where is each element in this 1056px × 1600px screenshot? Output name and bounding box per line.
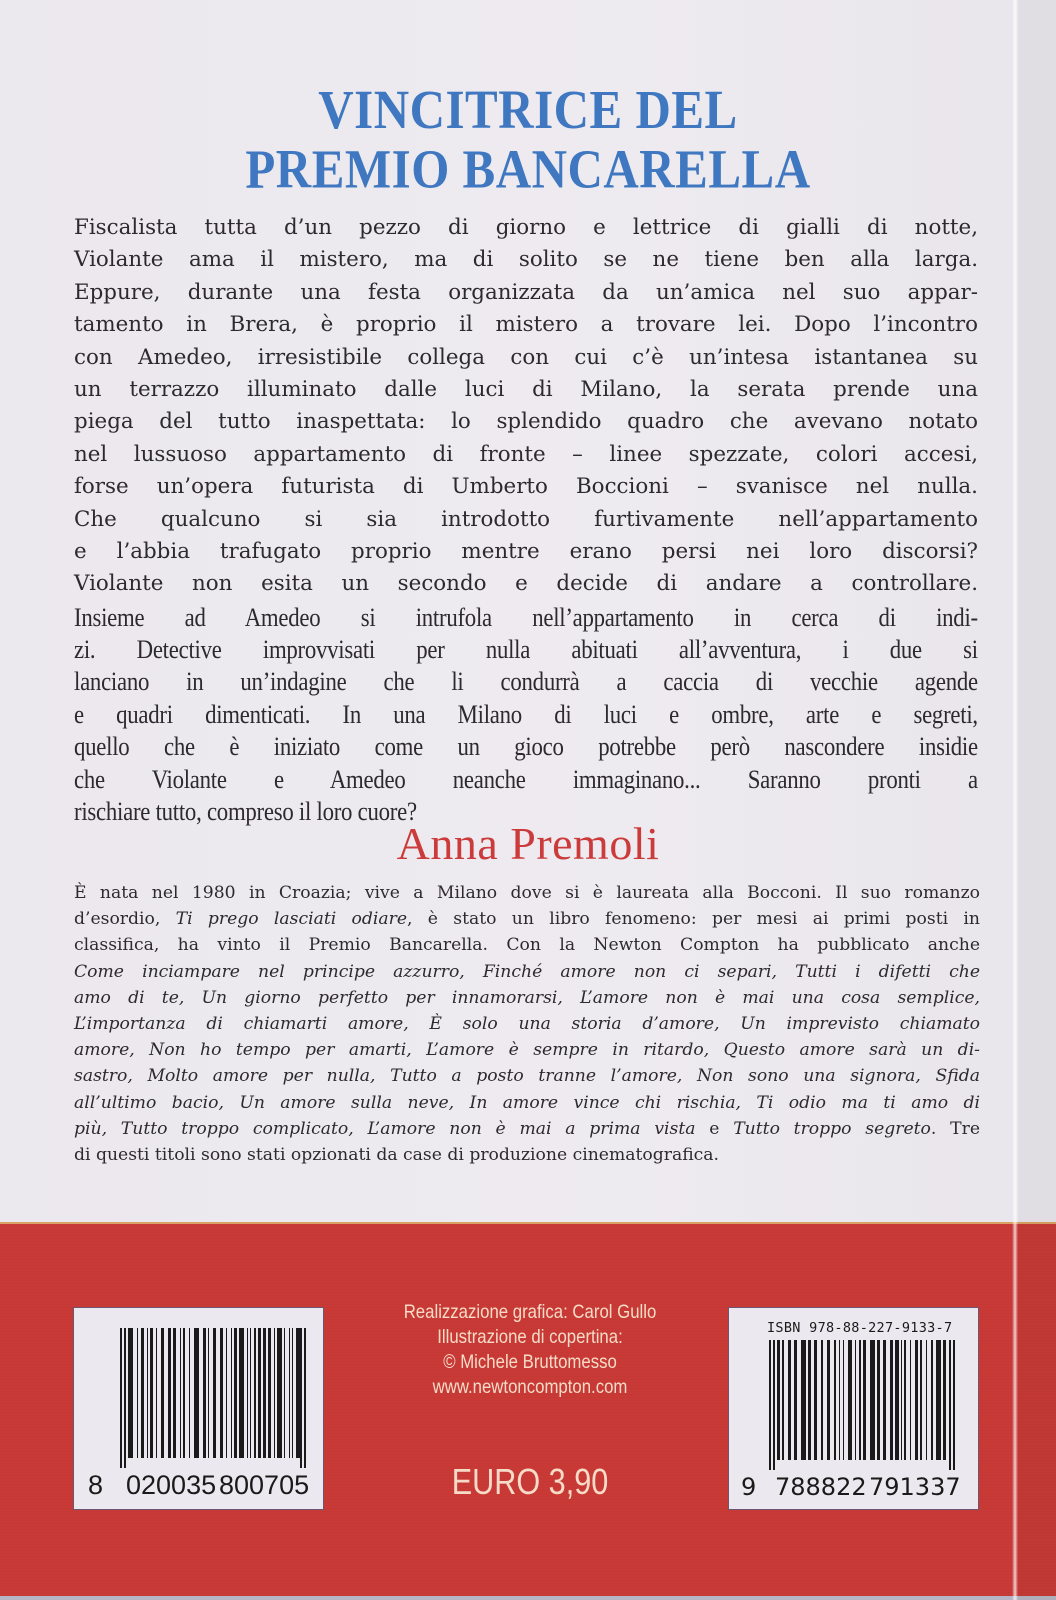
synopsis-line: che Violante e Amedeo neanche immaginano... Saranno pronti a — [74, 763, 978, 794]
barcode-bar — [943, 1340, 946, 1460]
synopsis-line: Fiscalista tutta d’un pezzo di giorno e lettrice di gialli di notte, — [74, 215, 978, 240]
barcode-bar — [782, 1340, 784, 1460]
barcode-bar — [808, 1340, 811, 1460]
barcode-bar — [183, 1328, 185, 1458]
barcode-bar — [128, 1328, 133, 1458]
barcode-bar — [284, 1328, 285, 1458]
barcode-bar — [839, 1340, 840, 1460]
synopsis-line: nel lussuoso appartamento di fronte – linee spezzate, colori accesi, — [74, 441, 978, 467]
credit-graphics: Realizzazione grafica: Carol Gullo — [403, 1301, 657, 1323]
bio-line — [74, 1011, 980, 1037]
bio-line — [74, 1090, 980, 1116]
barcode-bar — [274, 1328, 275, 1458]
price: EURO 3,90 — [451, 1461, 609, 1502]
barcode-bar — [168, 1328, 171, 1458]
barcode-bar — [194, 1328, 199, 1458]
barcode-bar — [263, 1328, 266, 1458]
bio-line — [74, 906, 980, 932]
bio-text: . Tre — [930, 1118, 981, 1139]
bio-text: , è stato un libro fenomeno: per mesi ai primi posti in — [407, 909, 980, 930]
barcode-bar — [141, 1328, 144, 1458]
barcode-bar — [859, 1340, 861, 1460]
synopsis-line: tamento in Brera, è proprio il mistero a trovare lei. Dopo l’incontro — [74, 312, 978, 338]
bio-text: di questi titoli sono stati opzionati da case di produzione cinematografica. — [74, 1144, 720, 1165]
bio-line — [74, 985, 980, 1011]
barcode-bar — [137, 1328, 138, 1458]
barcode-bar — [156, 1328, 157, 1458]
barcode-bar — [213, 1328, 216, 1458]
isbn-barcode — [728, 1307, 979, 1510]
barcode-bar — [150, 1328, 153, 1458]
barcode-bar — [910, 1340, 911, 1460]
book-title-text: più, Tutto troppo complicato, L’amore non è mai a prima vista — [74, 1118, 696, 1139]
bio-line — [74, 880, 980, 906]
barcode-bar — [220, 1328, 223, 1458]
barcode-bar — [239, 1328, 244, 1458]
barcode-guard-bar — [300, 1328, 302, 1468]
bio-line — [74, 959, 980, 985]
isbn-label: ISBN 978-88-227-9133-7 — [767, 1320, 953, 1336]
barcode-bar — [870, 1340, 875, 1460]
barcode-bar — [895, 1340, 899, 1460]
book-title-text: amore, Non ho tempo per amarti, L’amore è sempre in ritardo, Questo amore sarà un di- — [74, 1040, 980, 1061]
barcode-bar — [203, 1328, 206, 1458]
book-title-text: sastro, Molto amore per nulla, Tutto a posto tranne l’amore, Non sono una signora, Sfida — [74, 1066, 980, 1087]
book-title-text: Come inciampare nel principe azzurro, Finché amore non ci separi, Tutti i difetti che — [74, 961, 980, 982]
book-title-text: L’importanza di chiamarti amore, È solo una storia d’amore, Un imprevisto chiamato — [74, 1013, 980, 1034]
barcode-bar — [247, 1328, 248, 1458]
barcode-bar — [863, 1340, 866, 1460]
barcode-bar — [277, 1328, 282, 1458]
book-title-text: amo di te, Un giorno perfetto per innamorarsi, L’amore non è mai una cosa semplice, — [74, 987, 980, 1008]
barcode-bar — [855, 1340, 856, 1460]
bio-line — [74, 1063, 980, 1089]
barcode-bar — [821, 1340, 823, 1460]
barcode-bar — [827, 1340, 830, 1460]
barcode-icon — [118, 1328, 308, 1473]
synopsis — [74, 212, 978, 827]
synopsis-line: Violante non esita un secondo e decide di andare a controllare. — [74, 571, 978, 597]
synopsis-line: un terrazzo illuminato dalle luci di Milano, la serata prende una — [74, 376, 978, 402]
synopsis-line: e quadri dimenticati. In una Milano di luci e ombre, arte e segreti, — [74, 698, 978, 729]
barcode-bar — [890, 1340, 893, 1460]
credit-illustration-label: Illustrazione di copertina: — [437, 1326, 623, 1348]
barcode-bar — [877, 1340, 880, 1460]
barcode-first-digit: 8 — [88, 1470, 104, 1500]
barcode-bar — [901, 1340, 902, 1460]
synopsis-line: Che qualcuno si sia introdotto furtivamente nell’appartamento — [74, 506, 978, 532]
barcode-digits-group-1: 020035 — [126, 1470, 217, 1500]
barcode-bar — [258, 1328, 261, 1458]
barcode-guard-bar — [120, 1328, 122, 1468]
barcode-bar — [292, 1328, 293, 1458]
barcode-bar — [161, 1328, 164, 1458]
bio-line — [74, 1116, 980, 1142]
barcode-bar — [289, 1328, 290, 1458]
barcode-guard-bar — [769, 1340, 771, 1470]
barcode-bar — [234, 1328, 237, 1458]
barcode-bar — [848, 1340, 852, 1460]
barcode-guard-bar — [124, 1328, 126, 1468]
book-title-text: Ti prego lasciati odiare — [175, 909, 408, 930]
barcode-bar — [180, 1328, 181, 1458]
synopsis-line: Violante ama il mistero, ma di solito se ne tiene ben alla larga. — [74, 247, 978, 273]
bottom-edge — [0, 1596, 1056, 1600]
credit-illustrator: © Michele Bruttomesso — [443, 1351, 617, 1373]
barcode-bar — [254, 1328, 256, 1458]
barcode-bar — [250, 1328, 251, 1458]
barcode-bar — [915, 1340, 918, 1460]
spine-shade — [1018, 0, 1056, 1600]
bio-text: d’esordio, — [74, 909, 176, 930]
synopsis-line: quello che è iniziato come un gioco potrebbe però nascondere insidie — [74, 731, 978, 762]
spine-fold — [1012, 0, 1018, 1600]
bio-line — [74, 1037, 980, 1063]
barcode-guard-bar — [953, 1340, 955, 1470]
product-barcode — [73, 1307, 324, 1510]
barcode-guard-bar — [773, 1340, 775, 1470]
barcode-guard-bar — [304, 1328, 306, 1468]
headline — [0, 80, 1056, 199]
barcode-bar — [843, 1340, 844, 1460]
barcode-bar — [883, 1340, 886, 1460]
synopsis-line: con Amedeo, irresistibile collega con cui c’è un’intesa istantanea su — [74, 344, 978, 370]
synopsis-line: piega del tutto inaspettata: lo splendido quadro che avevano notato — [74, 409, 978, 435]
barcode-bar — [208, 1328, 209, 1458]
barcode-digits-group-2: 791337 — [869, 1473, 961, 1501]
barcode-bar — [904, 1340, 906, 1460]
synopsis-line: rischiare tutto, compreso il loro cuore? — [74, 796, 417, 827]
barcode-digits-group-1: 788822 — [775, 1473, 867, 1501]
barcode-bar — [834, 1340, 836, 1460]
credits — [384, 1300, 676, 1400]
synopsis-line: zi. Detective improvvisati per nulla abituati all’avventura, i due si — [74, 634, 978, 665]
barcode-first-digit: 9 — [741, 1473, 757, 1501]
book-title-text: all’ultimo bacio, Un amore sulla neve, In amore vince chi rischia, Ti odio ma ti amo di — [74, 1092, 980, 1113]
barcode-bar — [926, 1340, 927, 1460]
synopsis-line: e l’abbia trafugato proprio mentre erano persi nei loro discorsi? — [74, 538, 978, 564]
synopsis-line: Eppure, durante una festa organizzata da un’amica nel suo appar- — [74, 279, 978, 305]
author-bio — [74, 880, 980, 1168]
barcode-bar — [231, 1328, 232, 1458]
synopsis-line: lanciano in un’indagine che li condurrà a caccia di vecchie agende — [74, 666, 978, 697]
barcode-bar — [147, 1328, 148, 1458]
publisher-website: www.newtoncompton.com — [432, 1376, 628, 1398]
barcode-icon — [767, 1340, 957, 1473]
bio-text: classifica, ha vinto il Premio Bancarella. Con la Newton Compton ha pubblicato anche — [74, 935, 980, 956]
synopsis-line: forse un’opera futurista di Umberto Boccioni – svanisce nel nulla. — [74, 474, 978, 500]
barcode-bar — [788, 1340, 791, 1460]
barcode-bar — [936, 1340, 941, 1460]
barcode-bar — [173, 1328, 176, 1458]
bio-text: e — [695, 1118, 734, 1139]
barcode-bar — [814, 1340, 817, 1460]
bio-line — [74, 932, 980, 958]
barcode-digits-group-2: 800705 — [219, 1470, 310, 1500]
book-title-text: Tutto troppo segreto — [733, 1118, 931, 1139]
barcode-bar — [801, 1340, 806, 1460]
bio-text: È nata nel 1980 in Croazia; vive a Milano dove si è laureata alla Bocconi. Il suo romanzo — [74, 883, 980, 903]
bio-line — [74, 1142, 980, 1168]
barcode-bar — [931, 1340, 933, 1460]
headline-line-1: VINCITRICE DEL — [318, 78, 738, 141]
barcode-bar — [920, 1340, 922, 1460]
synopsis-line: Insieme ad Amedeo si intrufola nell’appartamento in cerca di indi- — [74, 601, 978, 632]
barcode-bar — [777, 1340, 780, 1460]
barcode-bar — [268, 1328, 271, 1458]
barcode-guard-bar — [949, 1340, 951, 1470]
barcode-bar — [189, 1328, 190, 1458]
author-name: Anna Premoli — [396, 818, 660, 869]
barcode-bar — [226, 1328, 227, 1458]
barcode-bar — [794, 1340, 797, 1460]
headline-line-2: PREMIO BANCARELLA — [245, 138, 811, 200]
